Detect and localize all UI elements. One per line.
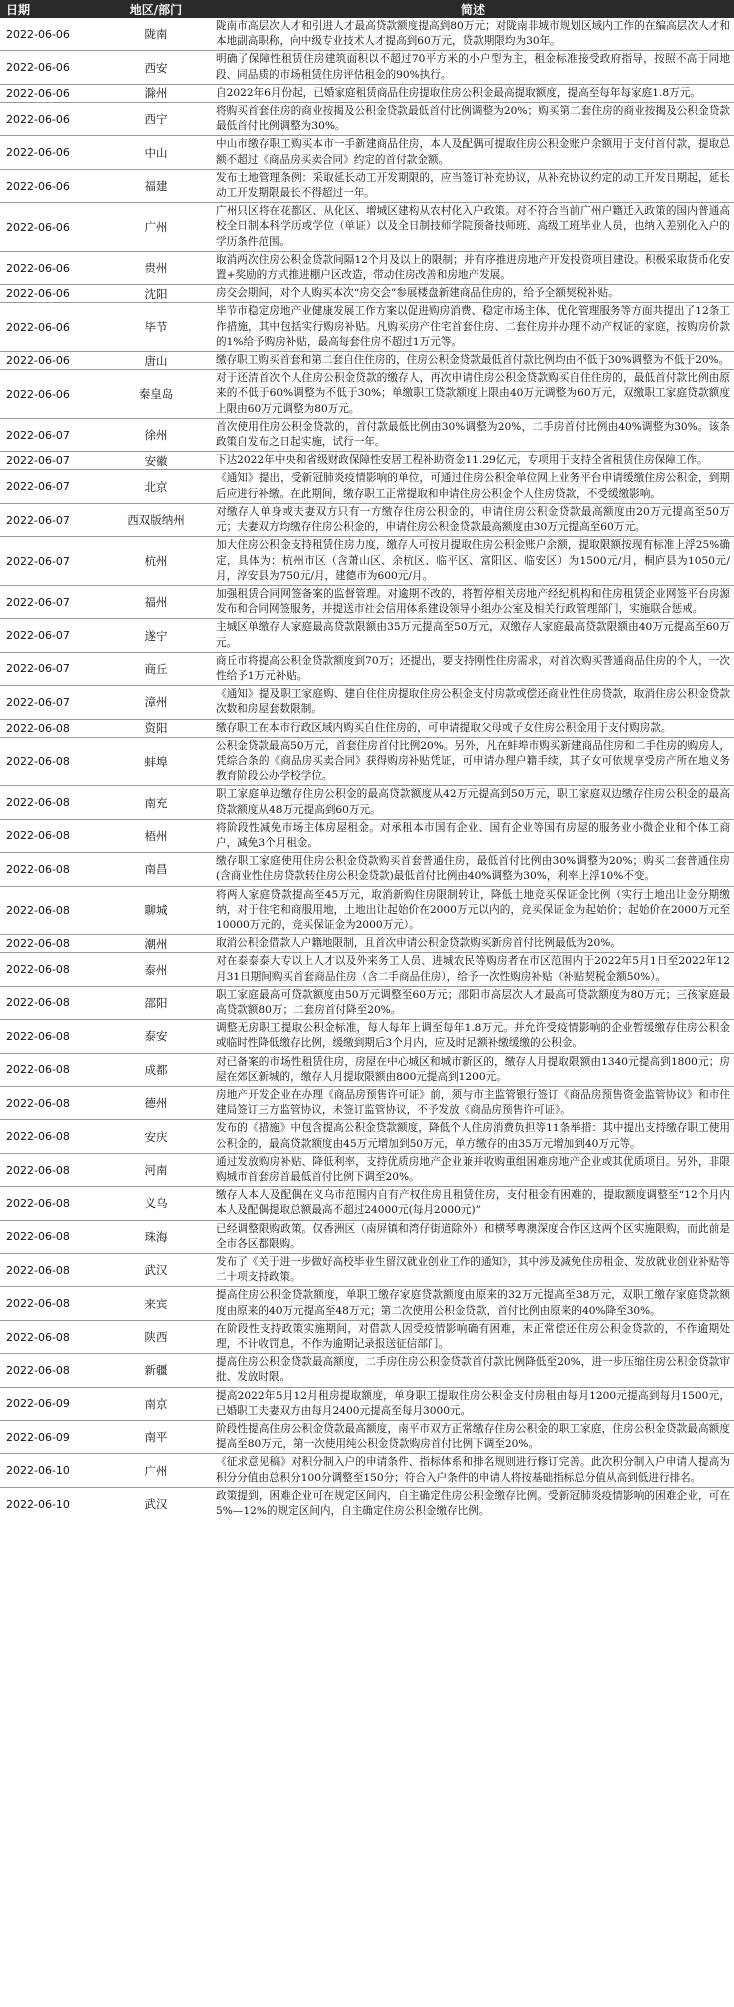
- row-description: 对已备案的市场性租赁住房，房屋在中心城区和城市新区的，缴存人月提取限额由1340元提高到1800元；房屋在郊区新城的，缴存人月提取限额由800元提高到1200元。: [212, 1053, 734, 1086]
- table-row: [0, 285, 734, 303]
- row-description: 对缴存人单身或夫妻双方只有一方缴存住房公积金的，申请住房公积金贷款最高额度由20万元提高至50万元；夫妻双方均缴存住房公积金的，申请住房公积金贷款最高额度由30万元提高至60万元。: [212, 503, 734, 536]
- row-region: 潮州: [100, 935, 212, 953]
- row-description: 发布了《关于进一步做好高校毕业生留汉就业创业工作的通知》，其中涉及减免住房租金、发放就业创业补贴等二十项支持政策。: [212, 1254, 734, 1287]
- row-date: 2022-06-07: [0, 418, 100, 451]
- table-row: [0, 986, 734, 1019]
- row-region: 武汉: [100, 1254, 212, 1287]
- row-region: 广州: [100, 1454, 212, 1487]
- row-description: 发布土地管理条例：采取延长动工开发期限的，应当签订补充协议，从补充协议约定的动工开发日期起，延长动工开发期限最长不得超过一年。: [212, 169, 734, 202]
- row-region: 来宾: [100, 1287, 212, 1320]
- table-row: [0, 136, 734, 169]
- row-region: 毕节: [100, 303, 212, 352]
- table-row: [0, 1287, 734, 1320]
- header-row: [0, 0, 734, 18]
- table-row: [0, 452, 734, 470]
- row-description: 《通知》提及职工家庭购、建自住住房提取住房公积金支付房款或偿还商业性住房贷款，取消住房公积金贷款次数和房屋套数限制。: [212, 686, 734, 719]
- row-date: 2022-06-08: [0, 1087, 100, 1120]
- row-description: 广州只区将在花都区、从化区、增城区建构从农村化入户政策。对不符合当前广州户籍迁入政策的国内普通高校全日制本科学历或学位（单证）以及全日制技师学院预备技师班、高级工班毕业人员，也纳入差别化入户的学历条件范围。: [212, 203, 734, 252]
- row-region: 福州: [100, 585, 212, 618]
- row-description: 对在泰泰泰大专以上人才以及外来务工人员、进城农民等购房者在市区范围内于2022年5月1日至2022年12月31日期间购买首套商品住房（含二手商品住房），给予一次性购房补贴（补贴契税金额50%）。: [212, 953, 734, 986]
- row-region: 唐山: [100, 352, 212, 370]
- table-row: [0, 470, 734, 503]
- row-description: 明确了保障性租赁住房建筑面积以不超过70平方米的小户型为主，租金标准接受政府指导，按照不高于同地段、同品质的市场租赁住房评估租金的90%执行。: [212, 51, 734, 84]
- row-region: 聊城: [100, 886, 212, 935]
- table-row: [0, 1187, 734, 1220]
- row-description: 将两人家庭贷款提高至45万元，取消新购住房限制转让，降低土地竞买保证金比例（实行土地出让金分期缴纳，对于住宅和商服用地，土地出让起始价在2000万元以内的，竞买保证金为起始价；起始价在2000万元至10000万元的，竞买保证金为2000万元）。: [212, 886, 734, 935]
- row-region: 西安: [100, 51, 212, 84]
- header-region: 地区/部门: [100, 0, 212, 18]
- table-row: [0, 1387, 734, 1420]
- table-row: [0, 1454, 734, 1487]
- row-region: 遂宁: [100, 619, 212, 652]
- table-row: [0, 1087, 734, 1120]
- row-description: 提高住房公积金贷款额度，单职工缴存家庭贷款额度由原来的32万元提高至38万元，双职工缴存家庭贷款额度由原来的40万元提高至48万元；第二次使用公积金贷款，首付比例由原来的40%降至30%。: [212, 1287, 734, 1320]
- table-row: [0, 303, 734, 352]
- row-region: 南充: [100, 786, 212, 819]
- row-region: 安庆: [100, 1120, 212, 1153]
- row-description: 加强租赁合同网签备案的监督管理。对逾期不改的，将暂停相关房地产经纪机构和住房租赁企业网签平台房源发布和合同网签服务，并提送市社会信用体系建设领导小组办公室及相关行政管理部门，实施联合惩戒。: [212, 585, 734, 618]
- row-region: 新疆: [100, 1354, 212, 1387]
- row-region: 陕西: [100, 1320, 212, 1353]
- table-row: [0, 786, 734, 819]
- row-description: 缴存职工家庭使用住房公积金贷款购买首套普通住房，最低首付比例由30%调整为20%；购买二套普通住房(含商业性住房贷款转住房公积金贷款)最低首付比例由40%调整为30%，利率上浮10%不变。: [212, 853, 734, 886]
- row-description: 取消公积金借款人户籍地限制，且首次申请公积金贷款购买新房首付比例最低为20%。: [212, 935, 734, 953]
- row-date: 2022-06-10: [6, 1497, 70, 1511]
- header-desc: 简述: [212, 0, 734, 18]
- row-description: 加大住房公积金支持租赁住房力度，缴存人可按月提取住房公积金账户余额，提取限额按现有标准上浮25%确定，具体为：杭州市区（含萧山区、余杭区、临平区、富阳区、临安区）为1500元/月，桐庐县为1050元/月，淳安县为750元/月，建德市为600元/月。: [212, 537, 734, 586]
- row-date: 2022-06-08: [0, 786, 100, 819]
- row-description: 毕节市稳定房地产业健康发展工作方案以促进购房消费、稳定市场主体、优化管理服务等方面共提出了12条工作措施，其中包括实行购房补贴。凡购买房产住宅首套住房、二套住房并办理不动产权证的家庭，按购房价款的1%给予购房补贴，最高每套住房不超过1万元等。: [212, 303, 734, 352]
- table-row: [0, 886, 734, 935]
- row-region: 武汉: [144, 1497, 168, 1512]
- row-date: 2022-06-08: [0, 1287, 100, 1320]
- table-row: [0, 1053, 734, 1086]
- row-date: 2022-06-06: [0, 370, 100, 419]
- row-region: 义乌: [100, 1187, 212, 1220]
- row-region: 西双版纳州: [100, 503, 212, 536]
- row-description: 通过发放购房补贴、降低利率，支持优质房地产企业兼并收购重组困难房地产企业或其优质项目。另外，非限购城市首套房首最低首付比例下调至20%。: [212, 1153, 734, 1186]
- row-description: 主城区单缴存人家庭最高贷款限额由35万元提高至50万元，双缴存人家庭最高贷款限额由40万元提高至60万元。: [212, 619, 734, 652]
- row-region: 福建: [100, 169, 212, 202]
- row-date: 2022-06-08: [0, 1120, 100, 1153]
- table-row: [0, 352, 734, 370]
- row-description: 取消两次住房公积金贷款间隔12个月及以上的限制；并有序推进房地产开发投资项目建设。积极采取货币化安置+奖励的方式推进棚户区改造，带动住房改善和房地产发展。: [212, 251, 734, 284]
- row-region: 梧州: [100, 819, 212, 852]
- row-date: 2022-06-07: [0, 470, 100, 503]
- table-row: [0, 935, 734, 953]
- row-date: 2022-06-07: [0, 619, 100, 652]
- row-region: 安徽: [100, 452, 212, 470]
- row-description: 自2022年6月份起，已婚家庭租赁商品住房提取住房公积金最高提取额度，提高至每年每家庭1.8万元。: [212, 84, 734, 102]
- row-date: 2022-06-06: [0, 352, 100, 370]
- table-row: [0, 169, 734, 202]
- table-row: [0, 1421, 734, 1454]
- row-date: 2022-06-08: [0, 819, 100, 852]
- table-row: [0, 686, 734, 719]
- row-date: 2022-06-06: [0, 285, 100, 303]
- table-row: [0, 1487, 734, 1520]
- table-row: [0, 1020, 734, 1053]
- row-date: 2022-06-06: [0, 84, 100, 102]
- row-region: 广州: [100, 203, 212, 252]
- row-description: 《通知》提出，受新冠肺炎疫情影响的单位，可通过住房公积金单位网上业务平台申请缓缴住房公积金，到期后应进行补缴。在此期间，缴存职工正常提取和申请住房公积金个人住房贷款，不受缓缴影响。: [212, 470, 734, 503]
- row-region: 沈阳: [100, 285, 212, 303]
- row-region: 珠海: [100, 1220, 212, 1253]
- row-description: 对于还清首次个人住房公积金贷款的缴存人，再次申请住房公积金贷款购买自住住房的，最低首付款比例由原来的不低于60%调整为不低于30%；单缴职工贷款额度上限由40万元调整为60万元，双缴职工家庭贷款额度上限由60万元调整为80万元。: [212, 370, 734, 419]
- row-description: 房地产开发企业在办理《商品房预售许可证》前，须与市主监管银行签订《商品房预售资金监管协议》和市住建局签订三方监管协议，未签订监管协议，不予发放《商品房预售许可证》。: [212, 1087, 734, 1120]
- row-description: 职工家庭单边缴存住房公积金的最高贷款额度从42万元提高到50万元，职工家庭双边缴存住房公积金的最高贷款额度从48万元提高到60万元。: [212, 786, 734, 819]
- row-region: 秦皇岛: [100, 370, 212, 419]
- row-date: 2022-06-08: [0, 1320, 100, 1353]
- table-row: [0, 737, 734, 786]
- row-date: 2022-06-06: [0, 51, 100, 84]
- row-date: 2022-06-08: [0, 935, 100, 953]
- row-date: 2022-06-08: [0, 853, 100, 886]
- row-date: 2022-06-10: [0, 1454, 100, 1487]
- row-date: 2022-06-07: [0, 652, 100, 685]
- row-date: 2022-06-07: [0, 585, 100, 618]
- row-date: 2022-06-08: [0, 1354, 100, 1387]
- table-row: [0, 585, 734, 618]
- table-row: [0, 1220, 734, 1253]
- row-description: 缴存人本人及配偶在义乌市范围内自有产权住房且租赁住房，支付租金有困难的，提取额度调整至“12个月内本人及配偶提取总额最高不超过24000元(每月2000元)”: [212, 1187, 734, 1220]
- table-row: [0, 251, 734, 284]
- row-date: 2022-06-06: [0, 169, 100, 202]
- row-region: 河南: [100, 1153, 212, 1186]
- row-date: 2022-06-06: [0, 251, 100, 284]
- row-region: 贵州: [100, 251, 212, 284]
- row-region: 邵阳: [100, 986, 212, 1019]
- row-description: 将阶段性减免市场主体房屋租金。对承租本市国有企业、国有企业等国有房屋的服务业小微企业和个体工商户，减免3个月租金。: [212, 819, 734, 852]
- row-region: 泰安: [100, 1020, 212, 1053]
- row-date: 2022-06-08: [0, 1153, 100, 1186]
- row-description: 陇南市高层次人才和引进人才最高贷款额度提高到80万元；对陇南非城市规划区域内工作的在编高层次人才和本地副高职称，向中级专业技术人才提高到60万元，贷款期限均为30年。: [212, 18, 734, 51]
- row-date: 2022-06-06: [0, 203, 100, 252]
- row-description: 政策提到，困难企业可在规定区间内，自主确定住房公积金缴存比例。受新冠肺炎疫情影响的困难企业，可在5%—12%的规定区间内，自主确定住房公积金缴存比例。: [216, 1489, 730, 1518]
- row-description: 中山市缴存职工购买本市一手新建商品住房，本人及配偶可提取住房公积金账户余额用于支付首付款，提取总额不超过《商品房买卖合同》约定的首付款金额。: [212, 136, 734, 169]
- table-row: [0, 819, 734, 852]
- row-date: 2022-06-08: [0, 986, 100, 1019]
- row-region: 北京: [100, 470, 212, 503]
- row-region: 南平: [100, 1421, 212, 1454]
- row-date: 2022-06-08: [0, 1053, 100, 1086]
- row-description: 公积金贷款最高50万元，首套住房首付比例20%。另外，凡在蚌埠市购买新建商品住房和二手住房的购房人，凭综合条的《商品房买卖合同》获得购房补贴凭证，可申请办理户籍手续，其子女可依规享受房产所在地义务教育阶段公办学校学位。: [212, 737, 734, 786]
- table-row: [0, 103, 734, 136]
- row-date: 2022-06-08: [0, 1254, 100, 1287]
- row-date: 2022-06-06: [0, 303, 100, 352]
- row-description: 阶段性提高住房公积金贷款最高额度，南平市双方正常缴存住房公积金的职工家庭，住房公积金贷款最高额度提高至80万元，第一次使用纯公积金贷款购房首付比例下调至20%。: [212, 1421, 734, 1454]
- row-date: 2022-06-07: [0, 537, 100, 586]
- row-date: 2022-06-06: [0, 136, 100, 169]
- row-description: 在阶段性支持政策实施期间，对借款人因受疫情影响确有困难，未正常偿还住房公积金贷款的，不作逾期处理，不计收罚息，不作为逾期记录报送征信部门。: [212, 1320, 734, 1353]
- row-description: 提高住房公积金贷款最高额度，二手房住房公积金贷款首付款比例降低至20%，进一步压缩住房公积金贷款审批、发放时限。: [212, 1354, 734, 1387]
- table-row: [0, 84, 734, 102]
- row-description: 房交会期间，对个人购买本次“房交会”参展楼盘新建商品住房的，给予全额契税补贴。: [212, 285, 734, 303]
- table-body: [0, 18, 734, 1520]
- row-region: 德州: [100, 1087, 212, 1120]
- row-date: 2022-06-08: [0, 737, 100, 786]
- row-date: 2022-06-08: [0, 953, 100, 986]
- table-row: [0, 1254, 734, 1287]
- row-region: 漳州: [100, 686, 212, 719]
- row-region: 滁州: [100, 84, 212, 102]
- table-row: [0, 719, 734, 737]
- row-region: 陇南: [100, 18, 212, 51]
- row-region: 西宁: [100, 103, 212, 136]
- row-description: 《征求意见稿》对积分制入户的申请条件、指标体系和排名规则进行修订完善。此次积分制入户申请人提高为积分分值由总积分100分调整至150分；符合入户条件的申请人将按基础指标总分值从高到低进行排名。: [212, 1454, 734, 1487]
- row-region: 泰州: [100, 953, 212, 986]
- row-region: 南京: [100, 1387, 212, 1420]
- row-date: 2022-06-08: [0, 1187, 100, 1220]
- table-row: [0, 652, 734, 685]
- table-row: [0, 203, 734, 252]
- row-date: 2022-06-08: [0, 719, 100, 737]
- row-region: 成都: [100, 1053, 212, 1086]
- row-description: 职工家庭最高可贷款额度由50万元调整至60万元；邵阳市高层次人才最高可贷款额度为80万元；三孩家庭最高贷款额80万；二套房首付降至20%。: [212, 986, 734, 1019]
- row-region: 蚌埠: [100, 737, 212, 786]
- row-date: 2022-06-07: [0, 452, 100, 470]
- row-date: 2022-06-07: [0, 686, 100, 719]
- row-date: 2022-06-08: [0, 886, 100, 935]
- table-row: [0, 1354, 734, 1387]
- row-description: 调整无房职工提取公积金标准，每人每年上调至每年1.8万元。并允许受疫情影响的企业暂缓缴存住房公积金或临时性降低缴存比例，缓缴到期后3个月内，应及时足额补缴缓缴的公积金。: [212, 1020, 734, 1053]
- row-date: 2022-06-09: [0, 1421, 100, 1454]
- table-row: [0, 18, 734, 51]
- row-region: 杭州: [100, 537, 212, 586]
- row-date: 2022-06-09: [0, 1387, 100, 1420]
- row-date: 2022-06-06: [0, 103, 100, 136]
- row-description: 首次使用住房公积金贷款的，首付款最低比例由30%调整为20%，二手房首付比例由40%调整为30%。该条政策自发布之日起实施，试行一年。: [212, 418, 734, 451]
- table-row: [0, 418, 734, 451]
- row-region: 资阳: [100, 719, 212, 737]
- table-row: [0, 953, 734, 986]
- table-row: [0, 619, 734, 652]
- row-description: 将购买首套住房的商业按揭及公积金贷款最低首付比例调整为20%；购买第二套住房的商业按揭及公积金贷款最低首付比例调整为30%。: [212, 103, 734, 136]
- table-header: [0, 0, 734, 18]
- row-region: 商丘: [100, 652, 212, 685]
- table-row: [0, 51, 734, 84]
- row-region: 徐州: [100, 418, 212, 451]
- row-date: 2022-06-08: [0, 1020, 100, 1053]
- table-row: [0, 537, 734, 586]
- table-row: [0, 853, 734, 886]
- row-region: 南昌: [100, 853, 212, 886]
- row-description: 已经调整限购政策。仅香洲区（南屏镇和湾仔街道除外）和横琴粤澳深度合作区这两个区实施限购，而此前是全市各区都限购。: [212, 1220, 734, 1253]
- table-row: [0, 503, 734, 536]
- row-description: 提高2022年5月12月租房提取额度，单身职工提取住房公积金支付房租由每月1200元提高到每月1500元，已婚职工夫妻双方由每月2400元提高至每月3000元。: [212, 1387, 734, 1420]
- row-region: 中山: [100, 136, 212, 169]
- header-date: 日期: [0, 0, 100, 18]
- table-row: [0, 1153, 734, 1186]
- table-row: [0, 1320, 734, 1353]
- row-description: 缴存职工在本市行政区域内购买自住住房的，可申请提取父母或子女住房公积金用于支付购房款。: [212, 719, 734, 737]
- row-date: 2022-06-06: [0, 18, 100, 51]
- row-description: 缴存职工购买首套和第二套自住住房的，住房公积金贷款最低首付款比例均由不低于30%调整为不低于20%。: [212, 352, 734, 370]
- row-description: 发布的《措施》中包含提高公积金贷款额度，降低个人住房消费负担等11条举措：其中提出支持缴存职工使用公积金的，最高贷款额度由45万元增加到50万元，单方缴存的由35万元增加到40万元等。: [212, 1120, 734, 1153]
- row-description: 下达2022年中央和省级财政保障性安居工程补助资金11.29亿元，专项用于支持全省租赁住房保障工作。: [212, 452, 734, 470]
- row-description: 商丘市将提高公积金贷款额度到70万；还提出，要支持刚性住房需求，对首次购买普通商品住房的个人，一次性给予1万元补贴。: [212, 652, 734, 685]
- table-row: [0, 370, 734, 419]
- row-date: 2022-06-07: [0, 503, 100, 536]
- table-row: [0, 1120, 734, 1153]
- row-date: 2022-06-08: [0, 1220, 100, 1253]
